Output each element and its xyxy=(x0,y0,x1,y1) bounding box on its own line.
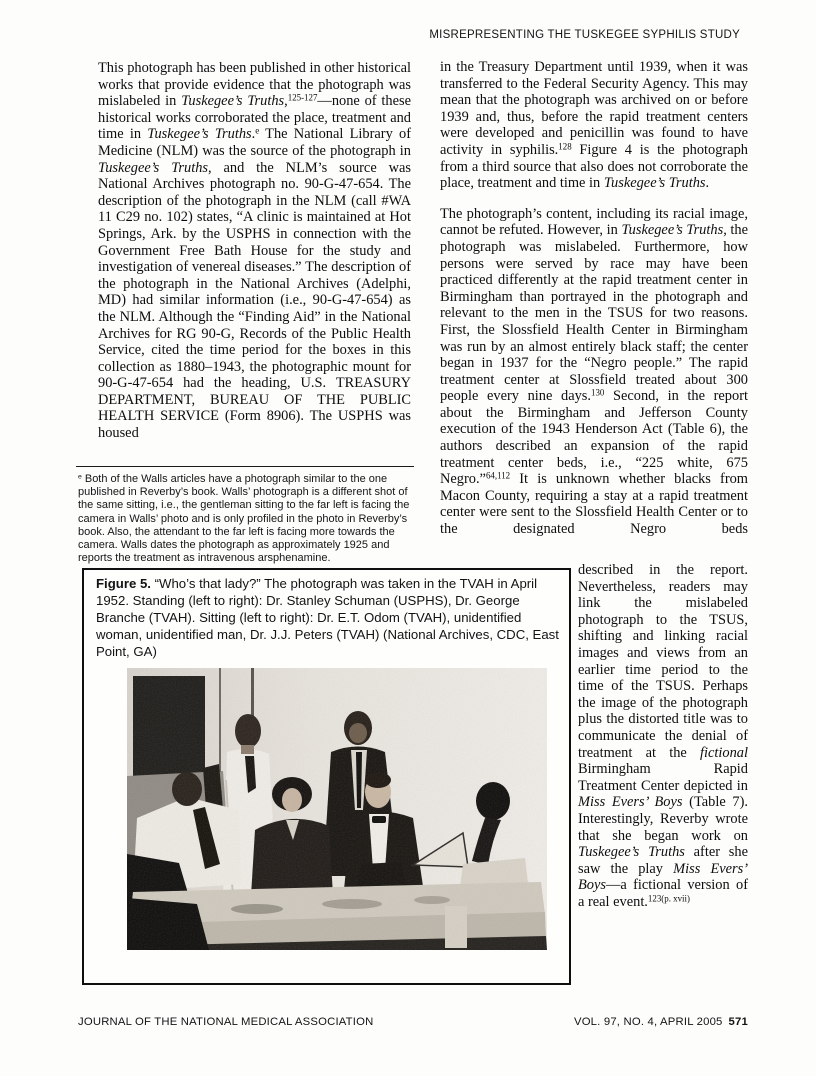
right-paragraph-2-narrow: described in the report. Nevertheless, readers may link the mislabeled photograph to the TSUS, shifting and linking racial images and views from an earlier time period to the time of the TSUS. Perhaps the image of the photograph plus the distorted title was to communicate the denial of treatment at the fictional Birmingham Rapid Treatment Center depicted in Miss Evers’ Boys (Table 7). Interestingly, Reverby wrote that she began work on Tuskegee’s Truths after she saw the play Miss Evers’ Boys—a fictional version of a real event.$^{123(p. xvii)}$ xyxy=(578,562,748,910)
figure-5-caption: Figure 5. “Who’s that lady?” The photograph was taken in the TVAH in April 1952. Standing (left to right): Dr. Stanley Schuman (USPHS), Dr. George Branche (TVAH). Sitting (left to right): Dr. E.T. Odom (TVAH), unidentified woman, unidentified man, Dr. J.J. Peters (TVAH) (National Archives, CDC, East Point, GA) xyxy=(96,576,559,659)
footer-journal-name: JOURNAL OF THE NATIONAL MEDICAL ASSOCIATION xyxy=(78,1016,374,1028)
right-paragraph-2-wide: The photograph’s content, including its racial image, cannot be refuted. However, in Tuskegee’s Truths, the photograph was mislabeled. Furthermore, how persons were served by race may have been practiced differently at the rapid treatment center in Birmingham than portrayed in the photograph and relevant to the men in the TSUS for two reasons. First, the Slossfield Health Center in Birmingham was run by an almost entirely black staff; the center began in 1937 for the “Negro people.” The rapid treatment center at Slossfield treated about 300 people every nine days.$^{130}$ Second, in the report about the Birmingham and Jefferson County execution of the 1943 Henderson Act (Table 6), the authors described an expansion of the rapid treatment center beds, i.e., “225 white, 675 Negro.”$^{64,112}$ It is unknown whether blacks from Macon County, requiring a stay at a rapid treatment center were sent to the Slossfield Health Center or to the designated Negro beds xyxy=(440,205,749,538)
running-head: MISREPRESENTING THE TUSKEGEE SYPHILIS STUDY xyxy=(429,29,740,41)
footnote-divider xyxy=(76,466,414,467)
right-paragraph-1: in the Treasury Department until 1939, when it was transferred to the Federal Security Agency. This may mean that the photograph was archived on or before 1939 and, thus, before the rapid treatment centers were developed and penicillin was found to have activity in syphilis.$^{128}$ Figure 4 is the photograph from a third source that also does not corroborate the place, treatment and time in Tuskegee’s Truths. xyxy=(440,59,748,192)
footer-volume: VOL. 97, NO. 4, APRIL 2005 xyxy=(573,1016,723,1028)
footer-page-number: 571 xyxy=(728,1016,748,1028)
figure-5-photo xyxy=(127,668,547,950)
right-column xyxy=(440,59,748,538)
page-footer xyxy=(78,1016,748,1028)
footer-volume-page xyxy=(574,1016,748,1028)
left-column-paragraph: This photograph has been published in other historical works that provide evidence that the photograph was mislabeled in Tuskegee’s Truths,$^{125-127}$—none of these historical works corroborated the place, treatment and time in Tuskegee’s Truths.$^e$ The National Library of Medicine (NLM) was the source of the photograph in Tuskegee’s Truths, and the NLM’s source was National Archives photograph no. 90-G-47-654. The description of the photograph in the NLM (call #WA 11 C29 no. 102) states, “A clinic is maintained at Hot Springs, Ark. by the USPHS in connection with the Government Free Bath House for the study and investigation of venereal diseases.” The description of the photograph in the National Archives (Adelphi, MD) had similar information (i.e., 90-G-47-654) as the NLM. Although the “Finding Aid” in the National Archives for RG 90-G, Records of the Public Health Service, cited the time period for the boxes in this collection as 1880–1943, the photographic mount for 90-G-47-654 had the heading, U.S. TREASURY DEPARTMENT, BUREAU OF THE PUBLIC HEALTH SERVICE (Form 8906). The USPHS was housed xyxy=(98,60,411,442)
figure-5-box xyxy=(82,568,571,985)
footnote-e: $^e$ Both of the Walls articles have a photograph similar to the one published in Reverby’s book. Walls’ photograph is a different shot of the same sitting, i.e., the gentleman sitting to the far left is facing the camera in Walls’ photo and is only profiled in the photo in Reverby’s book. Also, the attendant to the far left is facing more towards the camera. Walls dates the photograph as approximately 1925 and reports the treatment as intravenous arsphenamine. xyxy=(78,473,410,565)
